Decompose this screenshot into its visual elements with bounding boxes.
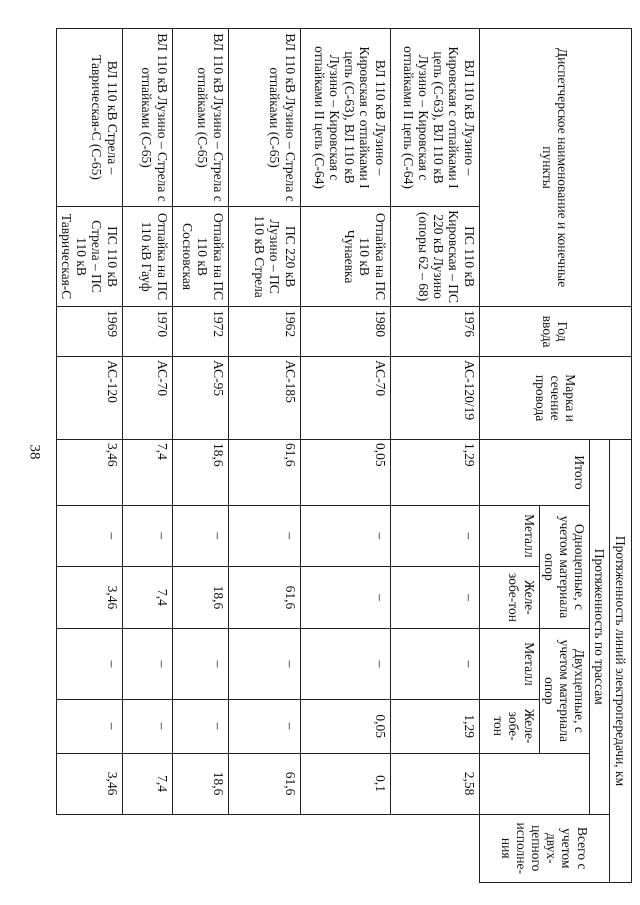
header-single-concrete: Желе-зобе-тон — [479, 566, 539, 628]
table-row — [228, 29, 300, 883]
header-single: Одноцепные, с учетом материала опор — [539, 505, 589, 628]
row-total: 61,6 — [228, 440, 300, 506]
row-year: 1970 — [122, 307, 172, 357]
table-row — [122, 29, 172, 883]
row-double-concrete: – — [122, 699, 172, 753]
row-all: 0,1 — [300, 753, 390, 814]
header-double-concrete: Желе-зобе-тон — [479, 699, 539, 753]
row-year: 1962 — [228, 307, 300, 357]
row-total: 7,4 — [122, 440, 172, 506]
row-endpoints: Отпайка на ПС 110 кВ Гауф — [122, 207, 172, 307]
row-double-metal: – — [390, 629, 479, 700]
row-all: 61,6 — [228, 753, 300, 814]
page-number: 38 — [26, 444, 43, 460]
rotated-page — [59, 28, 632, 883]
row-name: ВЛ 110 кВ Стрела – Таврическая-С (С-65) — [56, 29, 122, 207]
row-double-concrete: 0,05 — [300, 699, 390, 753]
row-total: 0,05 — [300, 440, 390, 506]
header-single-metal: Металл — [479, 505, 539, 566]
row-double-concrete: – — [172, 699, 228, 753]
row-single-metal: – — [228, 505, 300, 566]
row-all: 2,58 — [390, 753, 479, 814]
row-all: 7,4 — [122, 753, 172, 814]
row-year: 1972 — [172, 307, 228, 357]
header-total-route: Итого — [479, 440, 589, 506]
table-row — [172, 29, 228, 883]
row-single-concrete: – — [300, 566, 390, 628]
row-single-concrete: 3,46 — [56, 566, 122, 628]
row-all: 18,6 — [172, 753, 228, 814]
row-year: 1969 — [56, 307, 122, 357]
row-double-concrete: – — [56, 699, 122, 753]
header-year: Год ввода — [479, 307, 631, 357]
row-wire: АС-70 — [300, 357, 390, 440]
header-total-double: Всего с учетом двух-цепного исполне-ния — [479, 814, 609, 883]
table-row — [56, 29, 122, 883]
row-name: ВЛ 110 кВ Лузино – Кировская с отпайками I цепь (С-63), ВЛ 110 кВ Лузино – Кировская с отпайками II цепь (С-64) — [390, 29, 479, 207]
table-row — [390, 29, 479, 883]
row-endpoints: Отпайка на ПС 110 кВ Сосновская — [172, 207, 228, 307]
row-endpoints: ПС 110 кВ Кировская – ПС 220 кВ Лузино (опоры 62 – 68) — [390, 207, 479, 307]
row-single-concrete: 18,6 — [172, 566, 228, 628]
row-name: ВЛ 110 кВ Лузино – Стрела с отпайками (С-65) — [172, 29, 228, 207]
row-year: 1980 — [300, 307, 390, 357]
row-single-concrete: 61,6 — [228, 566, 300, 628]
row-double-metal: – — [228, 629, 300, 700]
header-double: Двухцепные, с учетом материала опор — [539, 629, 589, 753]
row-wire: АС-95 — [172, 357, 228, 440]
row-endpoints: Отпайка на ПС 110 кВ Чунаевка — [300, 207, 390, 307]
row-total: 1,29 — [390, 440, 479, 506]
row-single-concrete: 7,4 — [122, 566, 172, 628]
row-double-metal: – — [172, 629, 228, 700]
header-by-route: Протяженность по трассам — [589, 440, 609, 814]
row-all: 3,46 — [56, 753, 122, 814]
header-double-metal: Металл — [479, 629, 539, 700]
row-name: ВЛ 110 кВ Лузино – Кировская с отпайками I цепь (С-63), ВЛ 110 кВ Лузино – Кировская с отпайками II цепь (С-64) — [300, 29, 390, 207]
row-single-metal: – — [172, 505, 228, 566]
row-total: 18,6 — [172, 440, 228, 506]
row-single-metal: – — [56, 505, 122, 566]
row-wire: АС-185 — [228, 357, 300, 440]
row-endpoints: ПС 220 кВ Лузино – ПС 110 кВ Стрела — [228, 207, 300, 307]
row-single-metal: – — [122, 505, 172, 566]
row-double-metal: – — [122, 629, 172, 700]
row-name: ВЛ 110 кВ Лузино – Стрела с отпайками (С-65) — [122, 29, 172, 207]
row-single-concrete: – — [390, 566, 479, 628]
row-total: 3,46 — [56, 440, 122, 506]
row-double-concrete: – — [228, 699, 300, 753]
header-name: Диспетчерское наименование и конечные пункты — [479, 29, 631, 307]
row-double-concrete: 1,29 — [390, 699, 479, 753]
row-wire: АС-70 — [122, 357, 172, 440]
row-wire: АС-120/19 — [390, 357, 479, 440]
row-endpoints: ПС 110 кВ Стрела – ПС 110 кВ Таврическая-С — [56, 207, 122, 307]
header-wire: Марка и сечение провода — [479, 357, 631, 440]
row-double-metal: – — [56, 629, 122, 700]
table-row — [300, 29, 390, 883]
power-lines-table — [56, 28, 632, 883]
row-single-metal: – — [300, 505, 390, 566]
header-length: Протяженность линий электропередачи, км — [610, 440, 632, 883]
row-wire: АС-120 — [56, 357, 122, 440]
row-double-metal: – — [300, 629, 390, 700]
row-name: ВЛ 110 кВ Лузино – Стрела с отпайками (С-65) — [228, 29, 300, 207]
row-year: 1976 — [390, 307, 479, 357]
row-single-metal: – — [390, 505, 479, 566]
